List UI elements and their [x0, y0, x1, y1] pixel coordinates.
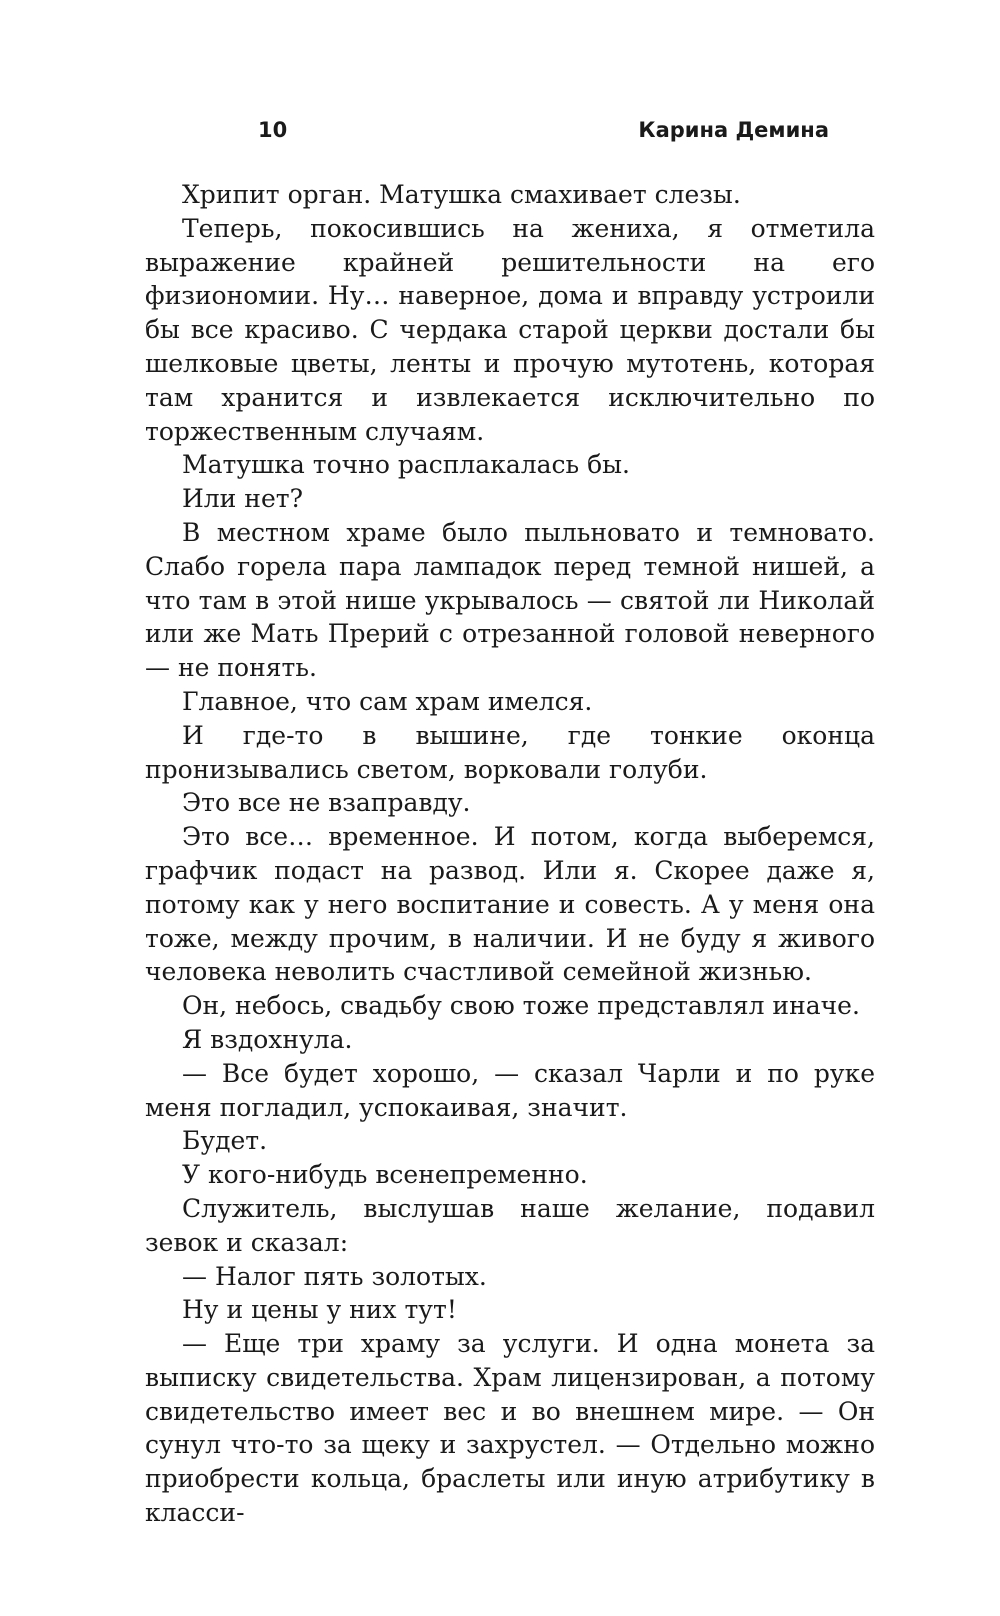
running-header: [145, 112, 875, 152]
paragraph: Теперь, покосившись на жениха, я отметила выражение крайней решительности на его физиономии. Ну… наверное, дома и вправду устроили бы все красиво. С чердака старой церкви достали бы шелковые цветы, ленты и прочую мутотень, которая там хранится и извлекается исключительно по торжественным случаям.: [145, 213, 875, 446]
page-number: 10: [258, 118, 288, 142]
paragraph: И где-то в вышине, где тонкие оконца пронизывались светом, ворковали голуби.: [145, 720, 875, 784]
paragraph: Матушка точно расплакалась бы.: [182, 450, 630, 480]
paragraph: Это все… временное. И потом, когда выберемся, графчик подаст на развод. Или я. Скорее даже я, потому как у него воспитание и совесть. А у меня она тоже, между прочим, в наличии. И не буду я живого человека неволить счастливой семейной жизнью.: [145, 822, 875, 987]
paragraph: Или нет?: [182, 484, 303, 514]
paragraph: — Все будет хорошо, — сказал Чарли и по руке меня погладил, успокаивая, значит.: [145, 1058, 875, 1122]
paragraph: В местном храме было пыльновато и темновато. Слабо горела пара лампадок перед темной нишей, а что там в этой нише укрывалось — святой ли Николай или же Мать Прерий с отрезанной головой неверного — не понять.: [145, 517, 875, 683]
paragraph: — Еще три храму за услуги. И одна монета за выписку свидетельства. Храм лицензирован, а потому свидетельство имеет вес и во внешнем мире. — Он сунул что-то за щеку и захрустел. — Отдельно можно приобрести кольца, браслеты или иную атрибутику в класси-: [145, 1329, 875, 1528]
paragraph: — Налог пять золотых.: [182, 1261, 487, 1291]
paragraph: Хрипит орган. Матушка смахивает слезы.: [182, 180, 741, 209]
paragraph: Он, небось, свадьбу свою тоже представлял иначе.: [182, 991, 860, 1021]
paragraph: Ну и цены у них тут!: [182, 1295, 457, 1325]
paragraph: Будет.: [182, 1126, 268, 1156]
author-name: Карина Демина: [638, 118, 829, 142]
paragraph: Служитель, выслушав наше желание, подавил зевок и сказал:: [145, 1193, 875, 1257]
body-text: [145, 178, 875, 1530]
paragraph: Главное, что сам храм имелся.: [182, 686, 593, 716]
paragraph: Это все не взаправду.: [182, 788, 471, 818]
paragraph: У кого-нибудь всенепременно.: [182, 1160, 588, 1190]
paragraph: Я вздохнула.: [182, 1024, 353, 1054]
